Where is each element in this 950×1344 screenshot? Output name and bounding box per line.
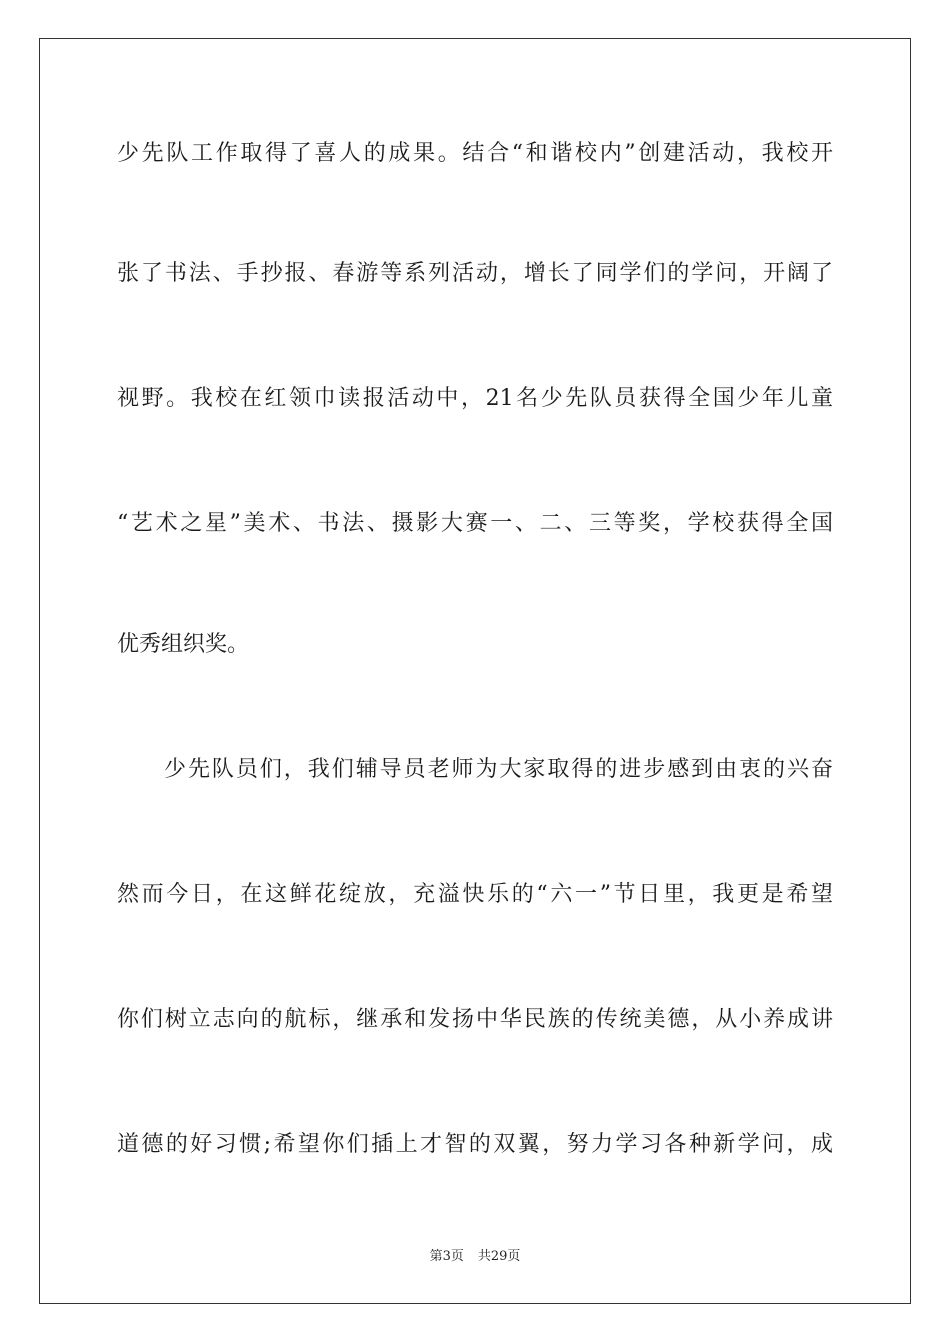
paragraph-line-9: 道德的好习惯;希望你们插上才智的双翼，努力学习各种新学问，成 bbox=[117, 1132, 833, 1157]
paragraph-line-1: 少先队工作取得了喜人的成果。结合“和谐校内”创建活动，我校开 bbox=[117, 141, 833, 166]
page-number: 第3页 bbox=[429, 1249, 464, 1264]
page-footer bbox=[0, 1248, 950, 1266]
paragraph-line-4: “艺术之星”美术、书法、摄影大赛一、二、三等奖，学校获得全国 bbox=[117, 511, 833, 536]
paragraph-line-2: 张了书法、手抄报、春游等系列活动，增长了同学们的学问，开阔了 bbox=[117, 261, 833, 286]
total-pages: 共29页 bbox=[477, 1249, 521, 1264]
paragraph-line-8: 你们树立志向的航标，继承和发扬中华民族的传统美德，从小养成讲 bbox=[117, 1007, 833, 1032]
paragraph-line-7: 然而今日，在这鲜花绽放，充溢快乐的“六一”节日里，我更是希望 bbox=[117, 882, 833, 907]
paragraph-line-6: 少先队员们，我们辅导员老师为大家取得的进步感到由衷的兴奋 bbox=[164, 757, 833, 782]
page-border bbox=[39, 38, 911, 1304]
paragraph-line-3: 视野。我校在红领巾读报活动中，21名少先队员获得全国少年儿童 bbox=[117, 386, 833, 411]
paragraph-line-5: 优秀组织奖。 bbox=[117, 632, 250, 657]
